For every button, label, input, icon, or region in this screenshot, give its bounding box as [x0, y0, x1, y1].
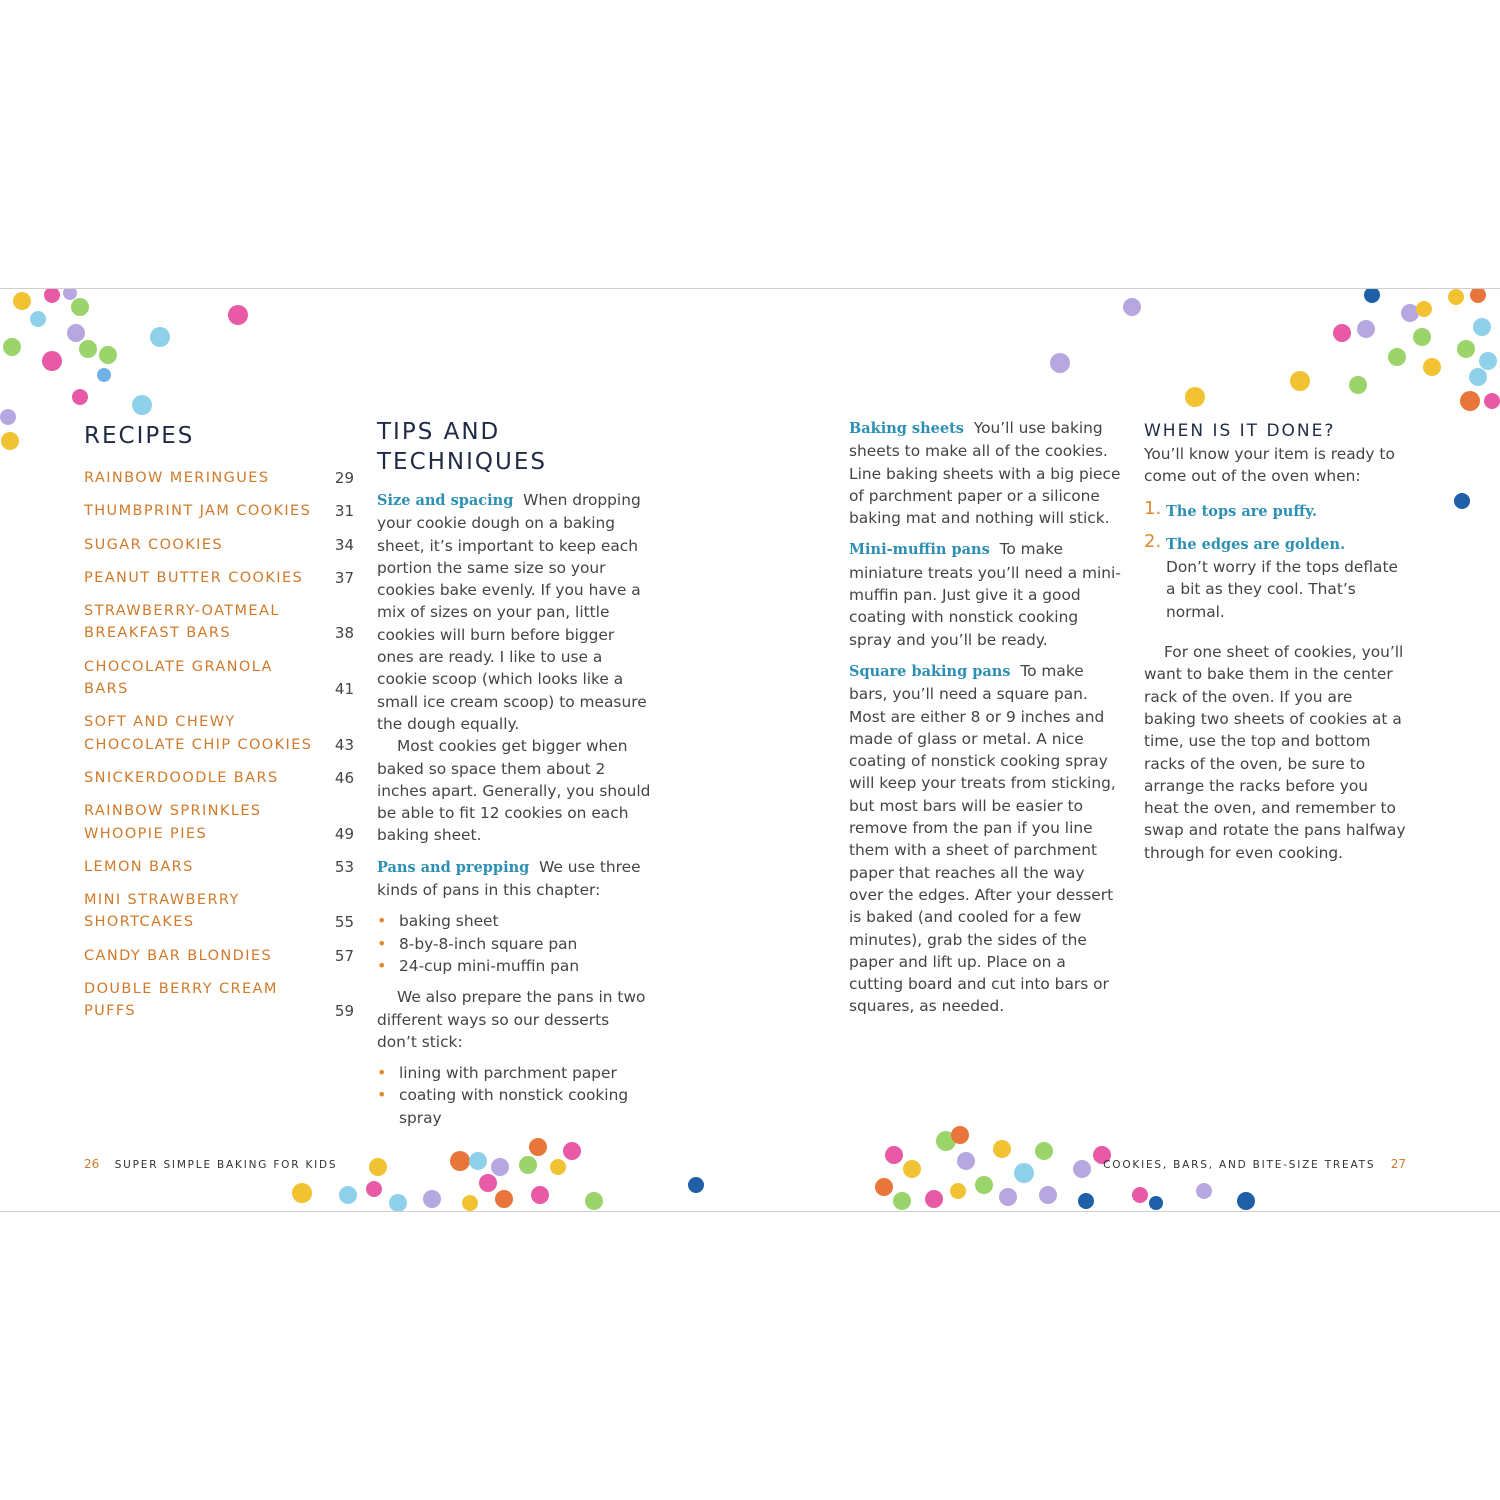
confetti-dot — [1349, 376, 1367, 394]
done-item — [1144, 497, 1406, 523]
recipe-name: CANDY BAR BLONDIES — [84, 947, 273, 964]
recipes-heading: RECIPES — [84, 423, 195, 449]
recipe-name: LEMON BARS — [84, 858, 194, 875]
confetti-dot — [292, 1183, 312, 1203]
done-column — [1144, 443, 1406, 864]
recipe-page-number: 29 — [334, 469, 354, 487]
confetti-dot — [1014, 1163, 1034, 1183]
prepare-list — [377, 1062, 652, 1129]
tips-heading: TIPS AND TECHNIQUES — [377, 419, 547, 475]
recipe-name: SOFT AND CHEWY CHOCOLATE CHIP COOKIES — [84, 714, 313, 753]
recipe-page-number: 57 — [334, 946, 354, 965]
recipe-row — [84, 600, 354, 645]
confetti-dot — [563, 1142, 581, 1160]
confetti-dot — [150, 327, 170, 347]
confetti-dot — [132, 395, 152, 415]
confetti-dot — [550, 1159, 566, 1175]
confetti-dot — [1448, 289, 1464, 305]
confetti-dot — [531, 1186, 549, 1204]
recipe-row — [84, 711, 354, 756]
confetti-dot — [42, 351, 62, 371]
recipe-page-number: 31 — [334, 502, 354, 521]
mini-muffin-paragraph — [849, 538, 1121, 650]
confetti-dot — [893, 1192, 911, 1210]
confetti-dot — [491, 1158, 509, 1176]
confetti-dot — [1364, 289, 1380, 303]
confetti-dot — [1470, 289, 1486, 303]
confetti-dot — [1479, 352, 1497, 370]
mini-muffin-title: Mini-muffin pans — [849, 541, 990, 559]
recipe-list — [84, 467, 354, 1034]
book-spread — [0, 288, 1500, 1212]
confetti-dot — [389, 1194, 407, 1211]
square-pans-text: To make bars, you’ll need a square pan. Most are either 8 or 9 inches and made of glass or metal. A nice coating of nonstick cooking spray will keep your treats from sticking, but most bars will be easier to remove from the pan if you line them with a sheet of parchment paper that reaches all the way over the edges. After your dessert is baked (and cooled for a few minutes), grab the sides of the paper and lift up. Place on a cutting board and cut into bars or squares, as needed. — [849, 661, 1116, 1016]
page-number-right: 27 — [1390, 1157, 1406, 1171]
recipe-page-number: 34 — [334, 535, 354, 554]
confetti-dot — [30, 311, 46, 327]
done-closing: For one sheet of cookies, you’ll want to bake them in the center rack of the oven. If you are baking two sheets of cookies at a time, use the top and bottom racks of the oven, be sure to arrange the racks before you heat the oven, and remember to swap and rotate the pans halfway through for even cooking. — [1144, 643, 1406, 862]
recipe-row — [84, 978, 354, 1023]
footer-chapter-title: COOKIES, BARS, AND BITE-SIZE TREATS — [1103, 1159, 1376, 1171]
confetti-dot — [423, 1190, 441, 1208]
footer-right — [1103, 1157, 1406, 1171]
confetti-dot — [228, 305, 248, 325]
confetti-dot — [369, 1158, 387, 1176]
confetti-dot — [1423, 358, 1441, 376]
recipe-page-number: 43 — [334, 735, 354, 754]
confetti-dot — [72, 389, 88, 405]
confetti-dot — [1473, 318, 1491, 336]
recipe-page-number: 55 — [334, 913, 354, 932]
size-spacing-text-2: Most cookies get bigger when baked so space them about 2 inches apart. Generally, you should be able to fit 12 cookies on each baking sheet. — [377, 737, 651, 845]
recipe-name: SUGAR COOKIES — [84, 536, 223, 553]
done-item — [1144, 530, 1406, 623]
recipe-name: RAINBOW SPRINKLES WHOOPIE PIES — [84, 803, 262, 842]
confetti-dot — [1388, 348, 1406, 366]
pans-prepping-title: Pans and prepping — [377, 858, 530, 876]
list-item: • lining with parchment paper — [377, 1062, 652, 1084]
confetti-dot — [79, 340, 97, 358]
square-pans-paragraph — [849, 660, 1121, 1018]
confetti-dot — [925, 1190, 943, 1208]
confetti-dot — [1484, 393, 1500, 409]
recipe-page-number: 53 — [334, 857, 354, 876]
size-spacing-title: Size and spacing — [377, 492, 514, 509]
confetti-dot — [469, 1152, 487, 1170]
list-item: • coating with nonstick cooking spray — [377, 1084, 652, 1129]
page-number-left: 26 — [84, 1157, 100, 1171]
recipe-row — [84, 889, 354, 934]
recipe-page-number: 46 — [334, 768, 354, 787]
recipe-page-number: 38 — [334, 624, 354, 643]
recipe-name: DOUBLE BERRY CREAM PUFFS — [84, 981, 278, 1020]
recipe-page-number: 41 — [334, 680, 354, 699]
recipe-name: SNICKERDOODLE BARS — [84, 769, 279, 786]
confetti-dot — [99, 346, 117, 364]
confetti-dot — [1413, 328, 1431, 346]
recipe-page-number: 59 — [334, 1002, 354, 1021]
confetti-dot — [1132, 1187, 1148, 1203]
confetti-dot — [1039, 1186, 1057, 1204]
recipe-row — [84, 534, 354, 556]
confetti-dot — [1237, 1192, 1255, 1210]
baking-sheets-title: Baking sheets — [849, 420, 964, 437]
confetti-dot — [903, 1160, 921, 1178]
pans-list — [377, 910, 652, 977]
confetti-dot — [495, 1190, 513, 1208]
recipe-row — [84, 800, 354, 845]
done-item-number: 2. — [1144, 530, 1162, 552]
recipe-page-number: 49 — [334, 824, 354, 843]
confetti-dot — [999, 1188, 1017, 1206]
footer-left — [84, 1157, 337, 1171]
confetti-dot — [3, 338, 21, 356]
square-pans-title: Square baking pans — [849, 662, 1011, 680]
confetti-dot — [1469, 368, 1487, 386]
confetti-dot — [0, 409, 16, 425]
done-item-title: The tops are puffy. — [1166, 502, 1318, 520]
recipe-name: STRAWBERRY-OATMEAL BREAKFAST BARS — [84, 603, 280, 642]
list-item: • baking sheet — [377, 910, 652, 932]
confetti-dot — [1035, 1142, 1053, 1160]
confetti-dot — [975, 1176, 993, 1194]
mini-muffin-text: To make miniature treats you’ll need a mini-muffin pan. Just give it a good coating with nonstick cooking spray and you’ll be ready. — [849, 540, 1121, 649]
confetti-dot — [885, 1146, 903, 1164]
baking-sheets-text: You’ll use baking sheets to make all of the cookies. Line baking sheets with a big piece of parchment paper or a silicone baking mat and nothing will stick. — [849, 419, 1121, 528]
done-intro: You’ll know your item is ready to come out of the oven when: — [1144, 445, 1395, 486]
confetti-dot — [950, 1183, 966, 1199]
confetti-dot — [1454, 493, 1470, 509]
confetti-dot — [957, 1152, 975, 1170]
prepare-text: We also prepare the pans in two different ways so our desserts don’t stick: — [377, 988, 646, 1051]
recipe-name: RAINBOW MERINGUES — [84, 470, 270, 486]
confetti-dot — [1050, 353, 1070, 373]
done-item-text: Don’t worry if the tops deflate a bit as they cool. That’s normal. — [1166, 558, 1398, 621]
recipe-row — [84, 767, 354, 789]
confetti-dot — [339, 1186, 357, 1204]
confetti-dot — [63, 289, 77, 300]
confetti-dot — [1078, 1193, 1094, 1209]
tips-column — [377, 489, 652, 1138]
confetti-dot — [1196, 1183, 1212, 1199]
confetti-dot — [951, 1126, 969, 1144]
recipe-row — [84, 856, 354, 878]
list-item: • 24-cup mini-muffin pan — [377, 955, 652, 977]
recipe-row — [84, 467, 354, 489]
size-spacing-paragraph — [377, 489, 652, 847]
confetti-dot — [462, 1195, 478, 1211]
pans-prepping-paragraph — [377, 856, 652, 902]
confetti-dot — [1123, 298, 1141, 316]
recipe-row — [84, 656, 354, 701]
confetti-dot — [1357, 320, 1375, 338]
pans-column — [849, 417, 1121, 1027]
confetti-dot — [1290, 371, 1310, 391]
recipe-name: CHOCOLATE GRANOLA BARS — [84, 658, 273, 698]
confetti-dot — [875, 1178, 893, 1196]
confetti-dot — [529, 1138, 547, 1156]
recipe-name: MINI STRAWBERRY SHORTCAKES — [84, 892, 240, 931]
done-item-title: The edges are golden. — [1166, 535, 1346, 553]
confetti-dot — [479, 1174, 497, 1192]
recipe-page-number: 37 — [334, 568, 354, 587]
confetti-dot — [366, 1181, 382, 1197]
confetti-dot — [1416, 301, 1432, 317]
done-heading: WHEN IS IT DONE? — [1144, 421, 1336, 441]
confetti-dot — [1333, 324, 1351, 342]
size-spacing-text: When dropping your cookie dough on a baking sheet, it’s important to keep each portion the same size so your cookies bake evenly. If you have a mix of sizes on your pan, little cookies will burn before bigger ones are ready. I like to use a cookie scoop (which looks like a small ice cream scoop) to measure the dough equally. — [377, 491, 647, 733]
confetti-dot — [1401, 304, 1419, 322]
confetti-dot — [450, 1151, 470, 1171]
baking-sheets-paragraph — [849, 417, 1121, 529]
confetti-dot — [519, 1156, 537, 1174]
done-item-number: 1. — [1144, 497, 1162, 519]
footer-book-title: SUPER SIMPLE BAKING FOR KIDS — [114, 1159, 338, 1171]
confetti-dot — [1073, 1160, 1091, 1178]
confetti-dot — [97, 368, 111, 382]
confetti-dot — [13, 292, 31, 310]
confetti-dot — [71, 298, 89, 316]
recipe-row — [84, 567, 354, 589]
recipe-row — [84, 945, 354, 967]
confetti-dot — [44, 289, 60, 303]
confetti-dot — [67, 324, 85, 342]
confetti-dot — [688, 1177, 704, 1193]
confetti-dot — [1149, 1196, 1163, 1210]
list-item: • 8-by-8-inch square pan — [377, 933, 652, 955]
confetti-dot — [1457, 340, 1475, 358]
recipe-row — [84, 500, 354, 522]
confetti-dot — [1460, 391, 1480, 411]
confetti-dot — [585, 1192, 603, 1210]
confetti-dot — [1, 432, 19, 450]
confetti-dot — [993, 1140, 1011, 1158]
confetti-dot — [1185, 387, 1205, 407]
recipe-name: PEANUT BUTTER COOKIES — [84, 569, 304, 586]
pans-prepping-text: We use three kinds of pans in this chapter: — [377, 857, 641, 900]
recipe-name: THUMBPRINT JAM COOKIES — [84, 503, 312, 520]
